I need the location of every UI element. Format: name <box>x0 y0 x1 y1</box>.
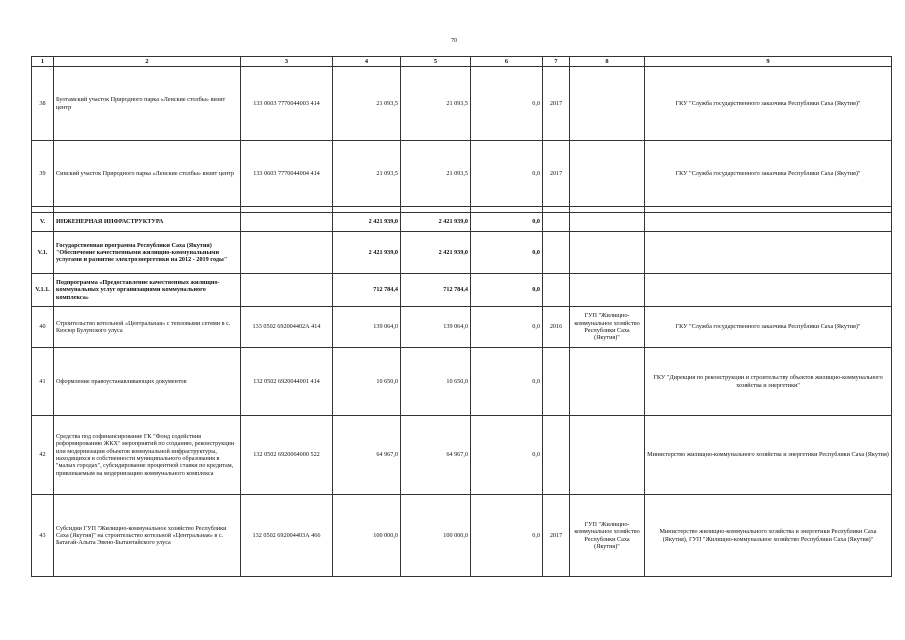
row-col6: 0,0 <box>471 67 543 141</box>
row-code: 132 0502 6920044001 414 <box>241 348 333 416</box>
header-cell: 4 <box>333 57 401 67</box>
row-number: 39 <box>32 141 54 207</box>
table-row <box>32 495 892 577</box>
row-col5: 100 000,0 <box>401 495 471 577</box>
row-customer: ГКУ "Служба государственного заказчика Республики Саха (Якутия)" <box>645 307 892 348</box>
row-executor <box>570 141 645 207</box>
row-number: 38 <box>32 67 54 141</box>
row-name: Подпрограмма «Предоставление качественных жилищно-коммунальных услуг организациями коммунального комплекса» <box>54 274 241 307</box>
row-col5: 21 093,5 <box>401 141 471 207</box>
section-row <box>32 232 892 274</box>
row-col5: 10 650,0 <box>401 348 471 416</box>
row-name: Государственная программа Республики Саха (Якутия) "Обеспечение качественными жилищно-коммунальными услугами и развитие электроэнергетики на 2012 - 2019 годы" <box>54 232 241 274</box>
row-number: V.1. <box>32 232 54 274</box>
row-executor <box>570 416 645 495</box>
row-code: 133 0603 7770044004 414 <box>241 141 333 207</box>
row-year <box>543 213 570 232</box>
table-row <box>32 141 892 207</box>
row-executor: ГУП "Жилищно-коммунальное хозяйство Республики Саха (Якутия)" <box>570 307 645 348</box>
row-col4: 64 967,0 <box>333 416 401 495</box>
row-number: 40 <box>32 307 54 348</box>
row-year: 2017 <box>543 141 570 207</box>
header-cell: 5 <box>401 57 471 67</box>
row-col4: 139 064,0 <box>333 307 401 348</box>
page-number: 70 <box>451 38 457 44</box>
row-customer: Министерство жилищно-коммунального хозяйства и энергетики Республики Саха (Якутия), ГУП "Жилищно-коммунальное хозяйство Республики Саха (Якутия)" <box>645 495 892 577</box>
row-code: 132 0502 6920064000 522 <box>241 416 333 495</box>
row-customer <box>645 213 892 232</box>
row-executor <box>570 232 645 274</box>
row-col5: 2 421 939,0 <box>401 213 471 232</box>
row-col6: 0,0 <box>471 213 543 232</box>
row-customer: Министерство жилищно-коммунального хозяйства и энергетики Республики Саха (Якутия) <box>645 416 892 495</box>
header-cell: 1 <box>32 57 54 67</box>
row-name: Синский участок Природного парка «Ленские столбы» визит центр <box>54 141 241 207</box>
row-year <box>543 232 570 274</box>
row-col5: 64 967,0 <box>401 416 471 495</box>
row-code <box>241 213 333 232</box>
row-year: 2017 <box>543 495 570 577</box>
row-code: 133 0603 7770044003 414 <box>241 67 333 141</box>
row-number: V.1.1. <box>32 274 54 307</box>
header-cell: 7 <box>543 57 570 67</box>
row-year <box>543 274 570 307</box>
row-name: Буотамский участок Природного парка «Ленские столбы» визит центр <box>54 67 241 141</box>
table-row <box>32 67 892 141</box>
row-customer: ГКУ "Служба государственного заказчика Республики Саха (Якутия)" <box>645 141 892 207</box>
row-name: Оформление правоустанавливающих документов <box>54 348 241 416</box>
table-row <box>32 348 892 416</box>
table-row <box>32 416 892 495</box>
header-cell: 6 <box>471 57 543 67</box>
header-cell: 2 <box>54 57 241 67</box>
row-col4: 10 650,0 <box>333 348 401 416</box>
row-executor <box>570 213 645 232</box>
row-code: 132 0502 692004403А 466 <box>241 495 333 577</box>
row-col6: 0,0 <box>471 307 543 348</box>
row-year: 2016 <box>543 307 570 348</box>
row-col4: 2 421 939,0 <box>333 232 401 274</box>
row-customer <box>645 232 892 274</box>
header-cell: 8 <box>570 57 645 67</box>
row-col5: 2 421 939,0 <box>401 232 471 274</box>
row-col6: 0,0 <box>471 348 543 416</box>
row-col6: 0,0 <box>471 232 543 274</box>
row-name: Субсидии ГУП "Жилищно-коммунальное хозяйство Республики Саха (Якутия)" на строительство котельной «Центральная» в с. Батагай-Алыта Эвено-Бытантайского улуса <box>54 495 241 577</box>
header-cell: 9 <box>645 57 892 67</box>
row-col5: 712 784,4 <box>401 274 471 307</box>
row-customer <box>645 274 892 307</box>
row-code: 133 0502 692004402А 414 <box>241 307 333 348</box>
row-name: Строительство котельной «Центральная» с тепловыми сетями в с. Кюсюр Булунского улуса <box>54 307 241 348</box>
row-number: 41 <box>32 348 54 416</box>
row-code <box>241 274 333 307</box>
row-col4: 21 093,5 <box>333 67 401 141</box>
row-executor <box>570 67 645 141</box>
row-col6: 0,0 <box>471 416 543 495</box>
budget-table <box>31 56 892 577</box>
row-col4: 21 093,5 <box>333 141 401 207</box>
row-col4: 712 784,4 <box>333 274 401 307</box>
row-customer: ГКУ "Дирекция по реконструкции и строительству объектов жилищно-коммунального хозяйства и энергетики" <box>645 348 892 416</box>
row-name: Средства под софинансирование ГК "Фонд содействия реформированию ЖКХ" мероприятий по созданию, реконструкции или модернизации объектов коммунальной инфраструктуры, находящихся в собственности муниципального образования в "малых городах", субсидирование процентной ставки по кредитам, привлекаемым на модернизацию коммунального комплекса <box>54 416 241 495</box>
row-year <box>543 416 570 495</box>
row-executor: ГУП "Жилищно-коммунальное хозяйство Республики Саха (Якутия)" <box>570 495 645 577</box>
row-col6: 0,0 <box>471 495 543 577</box>
row-executor <box>570 274 645 307</box>
section-row <box>32 274 892 307</box>
row-year: 2017 <box>543 67 570 141</box>
row-col4: 100 000,0 <box>333 495 401 577</box>
row-col4: 2 421 939,0 <box>333 213 401 232</box>
row-col6: 0,0 <box>471 274 543 307</box>
row-col5: 21 093,5 <box>401 67 471 141</box>
row-number: 43 <box>32 495 54 577</box>
section-row <box>32 213 892 232</box>
row-code <box>241 232 333 274</box>
header-cell: 3 <box>241 57 333 67</box>
row-year <box>543 348 570 416</box>
table-row <box>32 307 892 348</box>
row-col6: 0,0 <box>471 141 543 207</box>
row-col5: 139 064,0 <box>401 307 471 348</box>
row-customer: ГКУ "Служба государственного заказчика Республики Саха (Якутия)" <box>645 67 892 141</box>
row-executor <box>570 348 645 416</box>
header-row <box>32 57 892 67</box>
row-name: ИНЖЕНЕРНАЯ ИНФРАСТРУКТУРА <box>54 213 241 232</box>
row-number: 42 <box>32 416 54 495</box>
row-number: V. <box>32 213 54 232</box>
